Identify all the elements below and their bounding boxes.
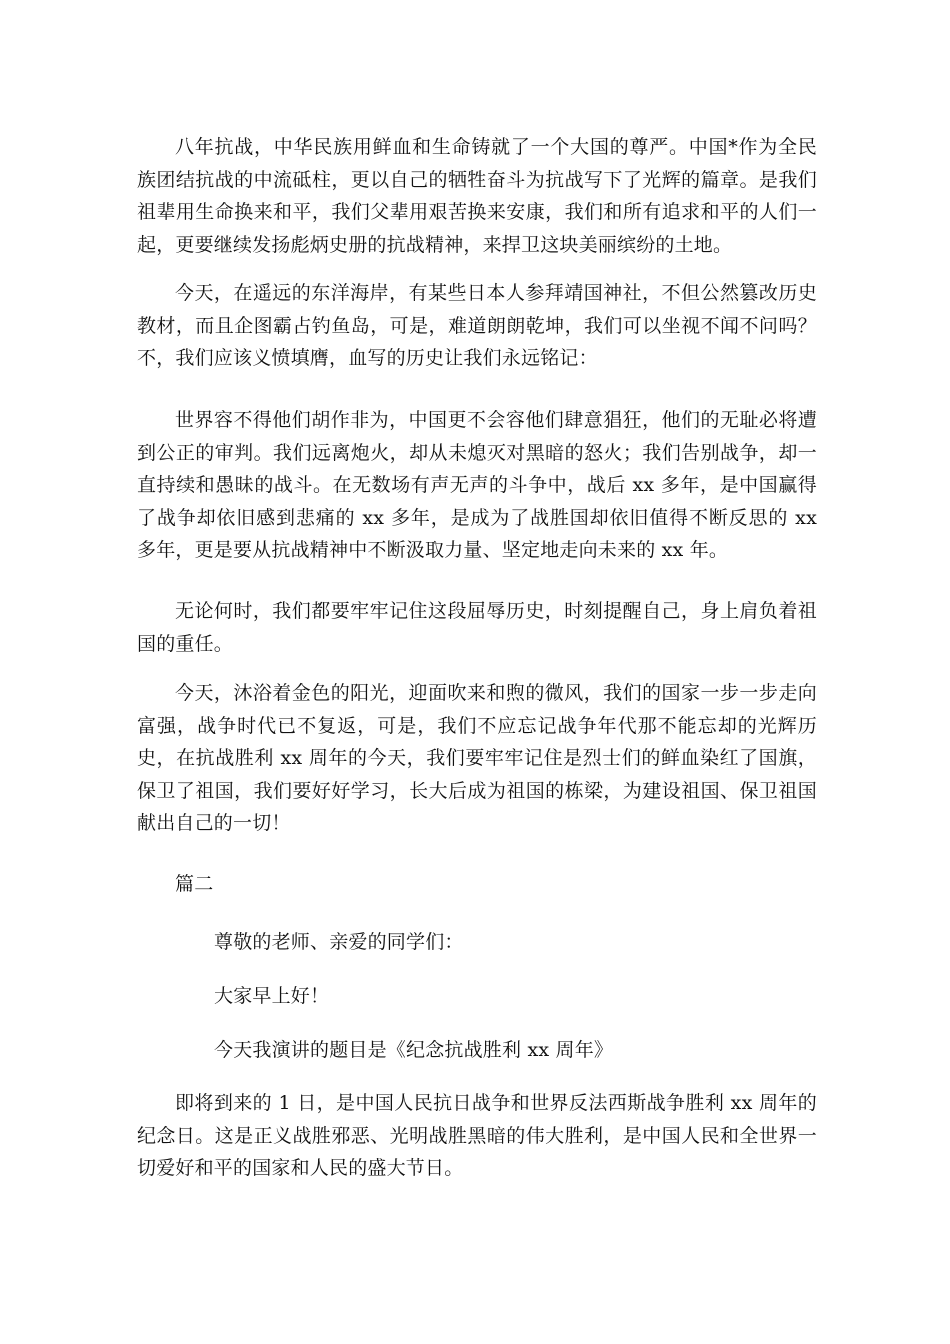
section-heading: 篇二 (175, 873, 214, 895)
paragraph-2: 今天，在遥远的东洋海岸，有某些日本人参拜靖国神社，不但公然篡改历史教材，而且企图霸占钓鱼岛，可是，难道朗朗乾坤，我们可以坐视不闻不问吗？不，我们应该义愤填膺，血写的历史让我们永远铭记： (137, 282, 817, 369)
greeting: 大家早上好！ (214, 985, 330, 1007)
paragraph-1: 八年抗战，中华民族用鲜血和生命铸就了一个大国的尊严。中国*作为全民族团结抗战的中流砥柱，更以自己的牺牲奋斗为抗战写下了光辉的篇章。是我们祖辈用生命换来和平，我们父辈用艰苦换来安康，我们和所有追求和平的人们一起，更要继续发扬彪炳史册的抗战精神，来捍卫这块美丽缤纷的土地。 (137, 136, 817, 256)
salutation: 尊敬的老师、亲爱的同学们： (214, 931, 464, 953)
paragraph-4: 无论何时，我们都要牢牢记住这段屈辱历史，时刻提醒自己，身上肩负着祖国的重任。 (137, 600, 817, 655)
paragraph-3: 世界容不得他们胡作非为，中国更不会容他们肆意猖狂，他们的无耻必将遭到公正的审判。我们远离炮火，却从未熄灭对黑暗的怒火；我们告别战争，却一直持续和愚昧的战斗。在无数场有声无声的斗争中，战后 xx 多年，是中国赢得了战争却依旧感到悲痛的 xx 多年，是成为了战胜国却依旧值得不断反思的 xx 多年，更是要从抗战精神中不断汲取力量、坚定地走向未来的 xx 年。 (137, 409, 817, 561)
closing-paragraph: 即将到来的 1 日，是中国人民抗日战争和世界反法西斯战争胜利 xx 周年的纪念日。这是正义战胜邪恶、光明战胜黑暗的伟大胜利，是中国人民和全世界一切爱好和平的国家和人民的盛大节日。 (137, 1092, 817, 1179)
paragraph-5: 今天，沐浴着金色的阳光，迎面吹来和煦的微风，我们的国家一步一步走向富强，战争时代已不复返，可是，我们不应忘记战争年代那不能忘却的光辉历史，在抗战胜利 xx 周年的今天，我们要牢牢记住是烈士们的鲜血染红了国旗，保卫了祖国，我们要好好学习，长大后成为祖国的栋梁，为建设祖国、保卫祖国献出自己的一切！ (137, 682, 817, 834)
speech-topic: 今天我演讲的题目是《纪念抗战胜利 xx 周年》 (214, 1039, 614, 1061)
